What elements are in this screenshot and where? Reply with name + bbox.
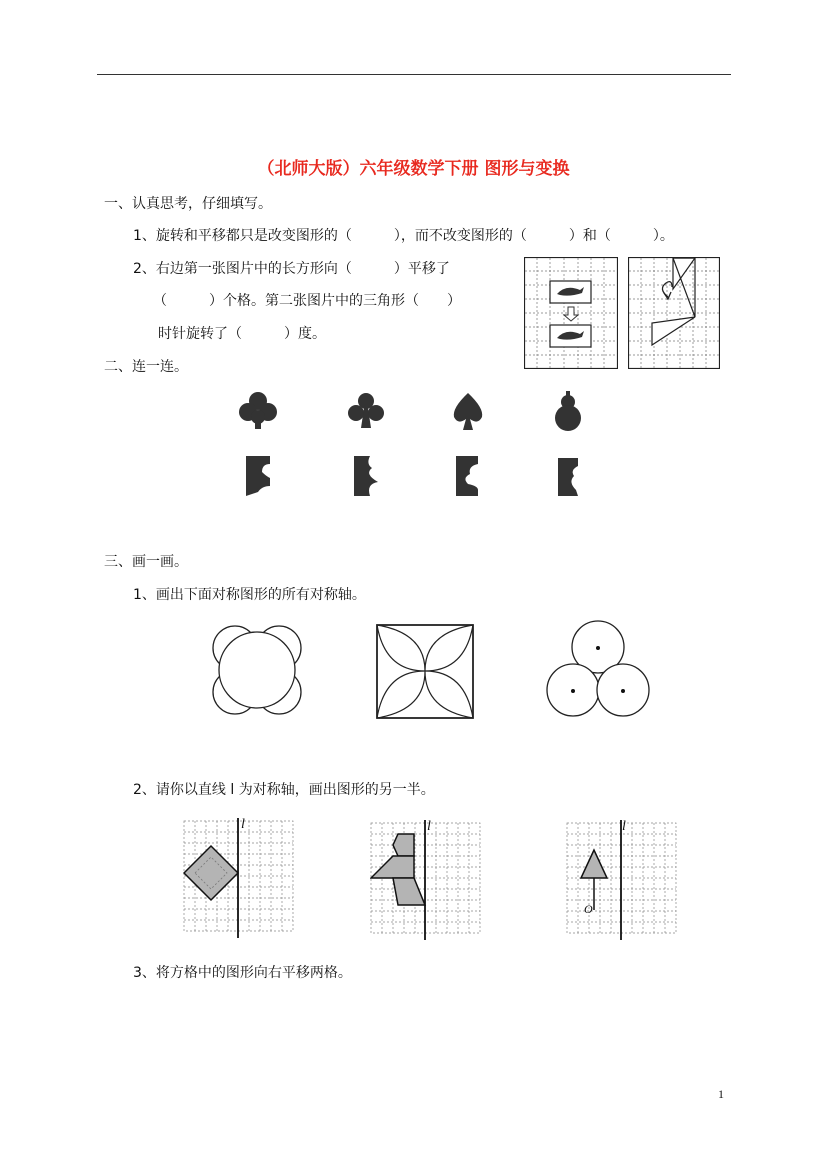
clover-leaf-shape (239, 392, 277, 429)
page-number: 1 (718, 1087, 724, 1101)
match-bottom-shapes (238, 452, 598, 502)
symmetry-grid-2 (370, 820, 482, 940)
question-3-3: 3、将方格中的图形向右平移两格。 (133, 965, 352, 981)
question-1-1: 1、旋转和平移都只是改变图形的（ ），而不改变图形的（ ）和（ ）。 (133, 228, 674, 244)
half-clover-shape (246, 456, 270, 496)
half-club-shape (354, 456, 378, 496)
club-shape (348, 393, 384, 428)
half-leaf-shape (456, 456, 478, 496)
page-title: （北师大版）六年级数学下册 图形与变换 (257, 159, 570, 179)
question-1-2-line2: （ ）个格。第二张图片中的三角形（ ） (153, 293, 461, 309)
gourd-shape (555, 391, 581, 431)
match-top-shapes (238, 390, 598, 435)
rotation-grid-figure (628, 257, 720, 369)
section3-heading: 三、画一画。 (104, 554, 188, 570)
section1-heading: 一、认真思考，仔细填写。 (104, 196, 272, 212)
symmetry-grid-3 (566, 820, 678, 940)
spade-shape (454, 393, 482, 430)
translation-grid-figure (524, 257, 618, 369)
axis-label-1: l (241, 817, 245, 832)
axis-label-3: l (622, 819, 626, 834)
header-rule (97, 74, 731, 75)
question-1-2-line3: 时针旋转了（ ）度。 (158, 326, 326, 342)
question-3-1: 1、画出下面对称图形的所有对称轴。 (133, 587, 366, 603)
question-1-2-line1: 2、右边第一张图片中的长方形向（ ）平移了 (133, 261, 450, 277)
square-arcs-figure (375, 623, 476, 720)
question-3-2: 2、请你以直线 l 为对称轴，画出图形的另一半。 (133, 782, 435, 798)
three-circles-figure (544, 618, 652, 720)
point-o-label: O (584, 902, 593, 916)
symmetry-grid-1 (183, 818, 295, 938)
four-circle-flower-figure (209, 620, 305, 718)
axis-label-2: l (427, 819, 431, 834)
section2-heading: 二、连一连。 (104, 359, 188, 375)
half-gourd-shape (558, 458, 578, 496)
